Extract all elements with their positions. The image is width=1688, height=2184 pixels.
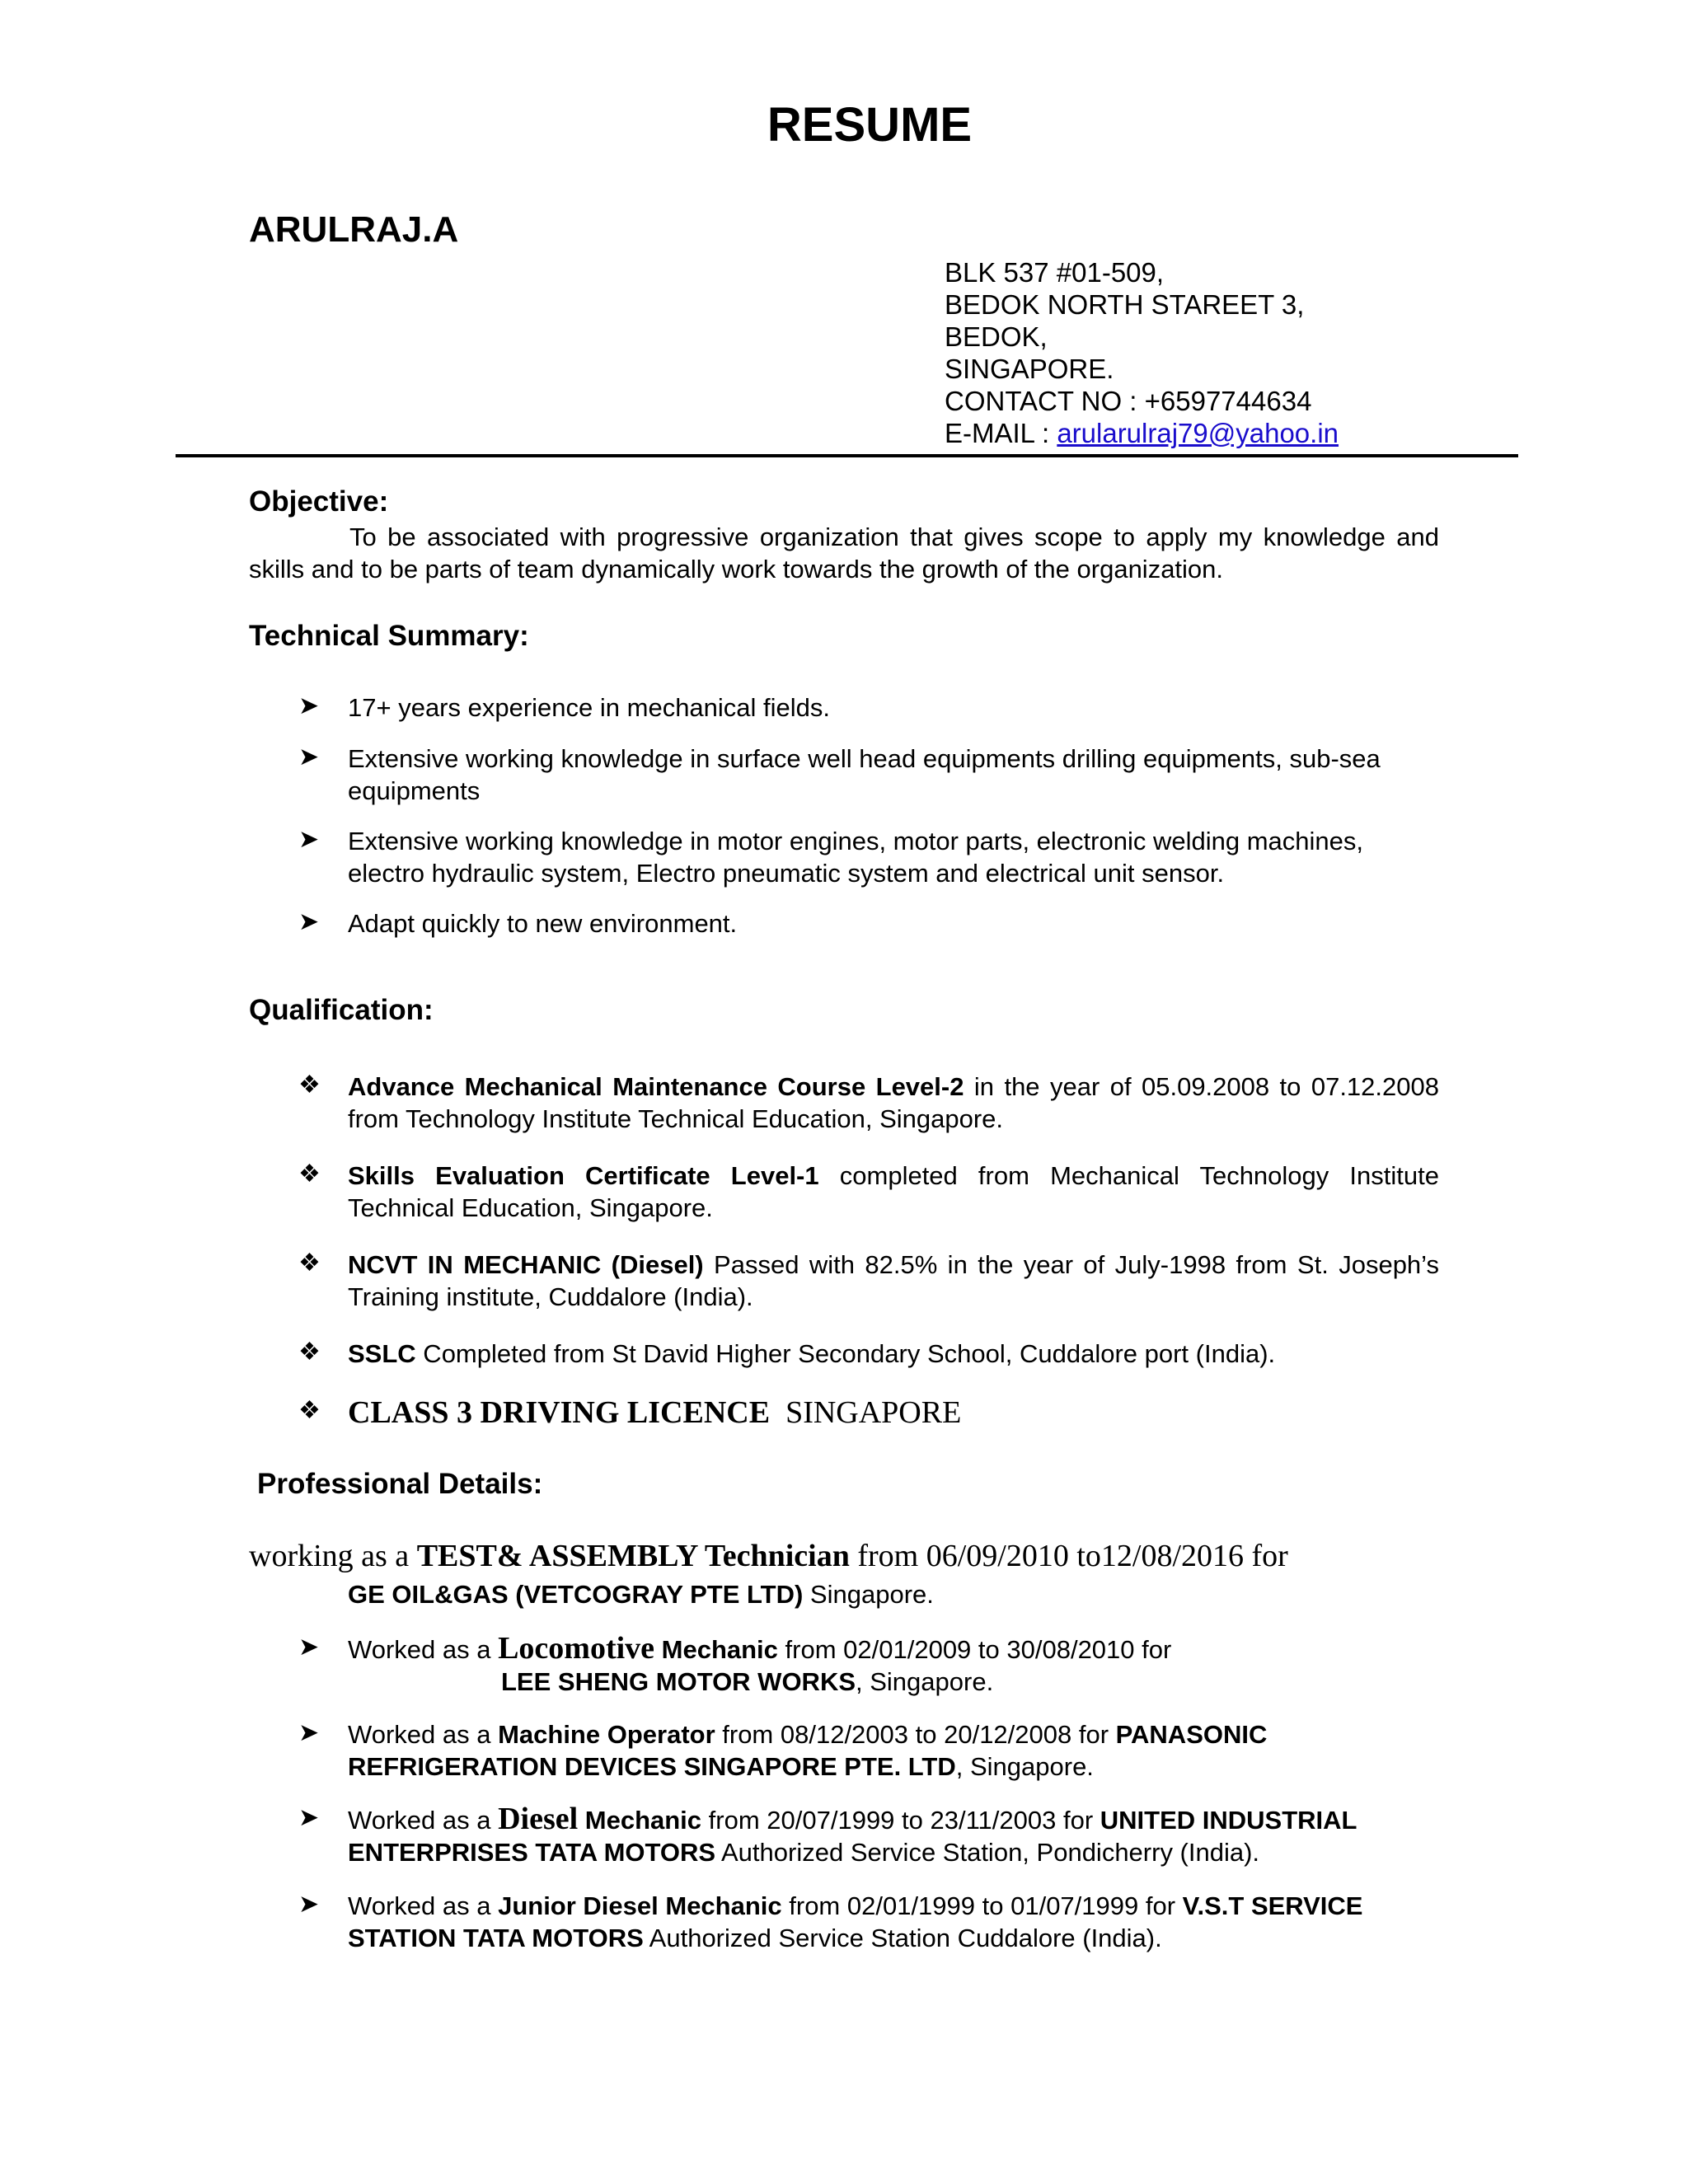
current-job-line: working as a TEST& ASSEMBLY Technician from 06/09/2010 to12/08/2016 for xyxy=(249,1539,1288,1573)
address-block xyxy=(945,256,1339,449)
list-item-text: Worked as a Diesel Mechanic from 20/07/1999 to 23/11/2003 for UNITED INDUSTRIAL ENTERPRISES TATA MOTORS Authorized Service Station, Pondicherry (India). xyxy=(348,1802,1357,1867)
address-line-1: BLK 537 #01-509, xyxy=(945,257,1165,288)
resume-title: RESUME xyxy=(767,98,973,152)
candidate-name: ARULRAJ.A xyxy=(249,209,459,250)
diamond-bullet-icon: ❖ xyxy=(298,1249,321,1277)
diamond-bullet-icon: ❖ xyxy=(298,1071,321,1099)
diamond-bullet-icon: ❖ xyxy=(298,1397,321,1424)
address-line-3: BEDOK, xyxy=(945,321,1048,352)
email-label: E-MAIL : xyxy=(945,418,1057,448)
list-item-text: Worked as a Machine Operator from 08/12/2003 to 20/12/2008 for PANASONIC REFRIGERATION DEVICES SINGAPORE PTE. LTD, Singapore. xyxy=(348,1720,1268,1781)
objective-body: To be associated with progressive organization that gives scope to apply my knowledge and skills and to be parts of team dynamically work towards the growth of the organization. xyxy=(249,523,1439,583)
arrow-bullet-icon: ➤ xyxy=(298,1891,320,1918)
objective-heading: Objective: xyxy=(249,485,389,518)
arrow-bullet-icon: ➤ xyxy=(298,826,320,853)
header-divider xyxy=(176,454,1518,457)
technical-summary-heading: Technical Summary: xyxy=(249,620,529,652)
list-item-text: Worked as a Junior Diesel Mechanic from 02/01/1999 to 01/07/1999 for V.S.T SERVICE STATION TATA MOTORS Authorized Service Station Cuddalore (India). xyxy=(348,1891,1363,1952)
list-item-text: 17+ years experience in mechanical fields. xyxy=(348,693,831,722)
diamond-bullet-icon: ❖ xyxy=(298,1338,321,1366)
objective-text xyxy=(249,521,1439,585)
list-item-text: CLASS 3 DRIVING LICENCE SINGAPORE xyxy=(348,1395,962,1430)
list-item-text: Extensive working knowledge in surface well head equipments drilling equipments, sub-sea equipments xyxy=(348,744,1381,805)
arrow-bullet-icon: ➤ xyxy=(298,908,320,935)
list-item-text: NCVT IN MECHANIC (Diesel) Passed with 82.5% in the year of July-1998 from St. Joseph’s Training institute, Cuddalore (India). xyxy=(348,1250,1439,1311)
list-item-text: Extensive working knowledge in motor engines, motor parts, electronic welding machines, electro hydraulic system, Electro pneumatic system and electrical unit sensor. xyxy=(348,827,1363,888)
qualification-heading: Qualification: xyxy=(249,994,434,1026)
current-job-company: GE OIL&GAS (VETCOGRAY PTE LTD) Singapore. xyxy=(348,1580,934,1609)
list-item-text: SSLC Completed from St David Higher Secondary School, Cuddalore port (India). xyxy=(348,1339,1276,1368)
diamond-bullet-icon: ❖ xyxy=(298,1160,321,1188)
list-item-text: Worked as a Locomotive Mechanic from 02/01/2009 to 30/08/2010 for LEE SHENG MOTOR WORKS, Singapore. xyxy=(348,1631,1172,1696)
list-item-text: Adapt quickly to new environment. xyxy=(348,909,738,938)
list-item-text: Skills Evaluation Certificate Level-1 completed from Mechanical Technology Institute Technical Education, Singapore. xyxy=(348,1161,1439,1222)
address-line-4: SINGAPORE. xyxy=(945,354,1114,384)
contact-number: CONTACT NO : +6597744634 xyxy=(945,386,1312,416)
professional-heading: Professional Details: xyxy=(257,1468,543,1500)
arrow-bullet-icon: ➤ xyxy=(298,1719,320,1746)
arrow-bullet-icon: ➤ xyxy=(298,1633,320,1661)
arrow-bullet-icon: ➤ xyxy=(298,1804,320,1831)
address-line-2: BEDOK NORTH STAREET 3, xyxy=(945,289,1305,320)
email-link[interactable]: arularulraj79@yahoo.in xyxy=(1057,418,1339,448)
list-item-text: Advance Mechanical Maintenance Course Level-2 in the year of 05.09.2008 to 07.12.2008 from Technology Institute Technical Education, Singapore. xyxy=(348,1072,1439,1133)
arrow-bullet-icon: ➤ xyxy=(298,743,320,771)
email-line xyxy=(945,417,1339,449)
arrow-bullet-icon: ➤ xyxy=(298,692,320,719)
